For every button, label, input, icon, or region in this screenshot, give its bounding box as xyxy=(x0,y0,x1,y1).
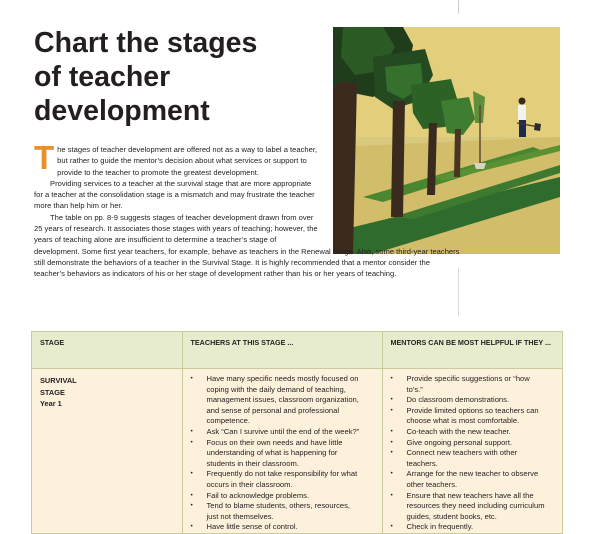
mentors-list xyxy=(391,374,555,533)
table-header-row xyxy=(32,332,562,369)
intro-paragraph-1-text: he stages of teacher development are offered not as a way to label a teacher, but rather to guide the mentor’s decision about what services or support to provide to the teacher to promote the greatest development. xyxy=(57,145,318,177)
intro-paragraph-3: The table on pp. 8-9 suggests stages of teacher development drawn from over 25 years of research. It associates those stages with years of teaching; however, the years of teaching alone are insufficient to determine a teacher’s stage of development. Some first year teachers, for example, behave as teachers in the Renewal Stage. Also, some third-year teachers still demonstrate the behaviors of a teacher in the Survival Stage. It is highly recommended that a mentor consider the teacher’s behaviors as indicators of his or her stage of development rather than his or her years of teaching. xyxy=(34,212,460,279)
title-line-2: of teacher xyxy=(34,61,171,93)
stages-table xyxy=(31,331,563,534)
stage-name xyxy=(40,374,174,410)
list-item: • Do classroom demonstrations. xyxy=(391,395,547,406)
column-header-teachers: TEACHERS AT THIS STAGE ... xyxy=(182,332,382,369)
title-line-1: Chart the stages xyxy=(34,27,258,59)
list-item: • Provide specific suggestions or “how to’s.” xyxy=(391,374,547,395)
list-item: • Fail to acknowledge problems. xyxy=(191,491,364,502)
title-line-3: development xyxy=(34,95,210,127)
teachers-cell xyxy=(182,369,382,533)
column-header-stage: STAGE xyxy=(32,332,182,369)
stage-cell xyxy=(32,369,182,533)
list-item: • Focus on their own needs and have little understanding of what is happening for students in their classroom. xyxy=(191,438,364,470)
drop-cap: T xyxy=(34,139,55,176)
table-row xyxy=(32,369,562,533)
list-item: • Connect new teachers with other teachers. xyxy=(391,448,547,469)
page-title xyxy=(34,26,324,128)
list-item: • Have little sense of control. xyxy=(191,522,364,533)
image-wrap-shim xyxy=(320,212,460,235)
intro-paragraph-2: Providing services to a teacher at the survival stage that are more appropriate for a teacher at the consolidation stage is a mismatch and may frustrate the teacher more than help him or her. xyxy=(34,178,315,211)
list-item: • Frequently do not take responsibility for what occurs in their classroom. xyxy=(191,469,364,490)
list-item: • Give ongoing personal support. xyxy=(391,438,547,449)
list-item: • Arrange for the new teacher to observe other teachers. xyxy=(391,469,547,490)
intro-text xyxy=(34,139,460,280)
list-item: • Provide limited options so teachers can choose what is most comfortable. xyxy=(391,406,547,427)
list-item: • Co-teach with the new teacher. xyxy=(391,427,547,438)
stage-year: Year 1 xyxy=(40,399,62,408)
list-item: • Have many specific needs mostly focused on coping with the daily demand of teaching, management issues, classroom organization, and sense of personal and professional competence. xyxy=(191,374,364,427)
stage-name-line-2: STAGE xyxy=(40,387,65,397)
column-rule-top xyxy=(458,0,459,14)
mentors-cell xyxy=(382,369,562,533)
intro-paragraph-1 xyxy=(34,139,320,178)
column-header-mentors: MENTORS CAN BE MOST HELPFUL IF THEY ... xyxy=(382,332,562,369)
teachers-list xyxy=(191,374,374,533)
list-item: • Ensure that new teachers have all the resources they need including curriculum guides, student books, etc. xyxy=(391,491,547,523)
list-item: • Check in frequently. xyxy=(391,522,547,533)
list-item: • Tend to blame students, others, resources, just not themselves. xyxy=(191,501,364,522)
list-item: • Ask “Can I survive until the end of the week?” xyxy=(191,427,364,438)
stage-name-line-1: SURVIVAL xyxy=(40,376,77,385)
